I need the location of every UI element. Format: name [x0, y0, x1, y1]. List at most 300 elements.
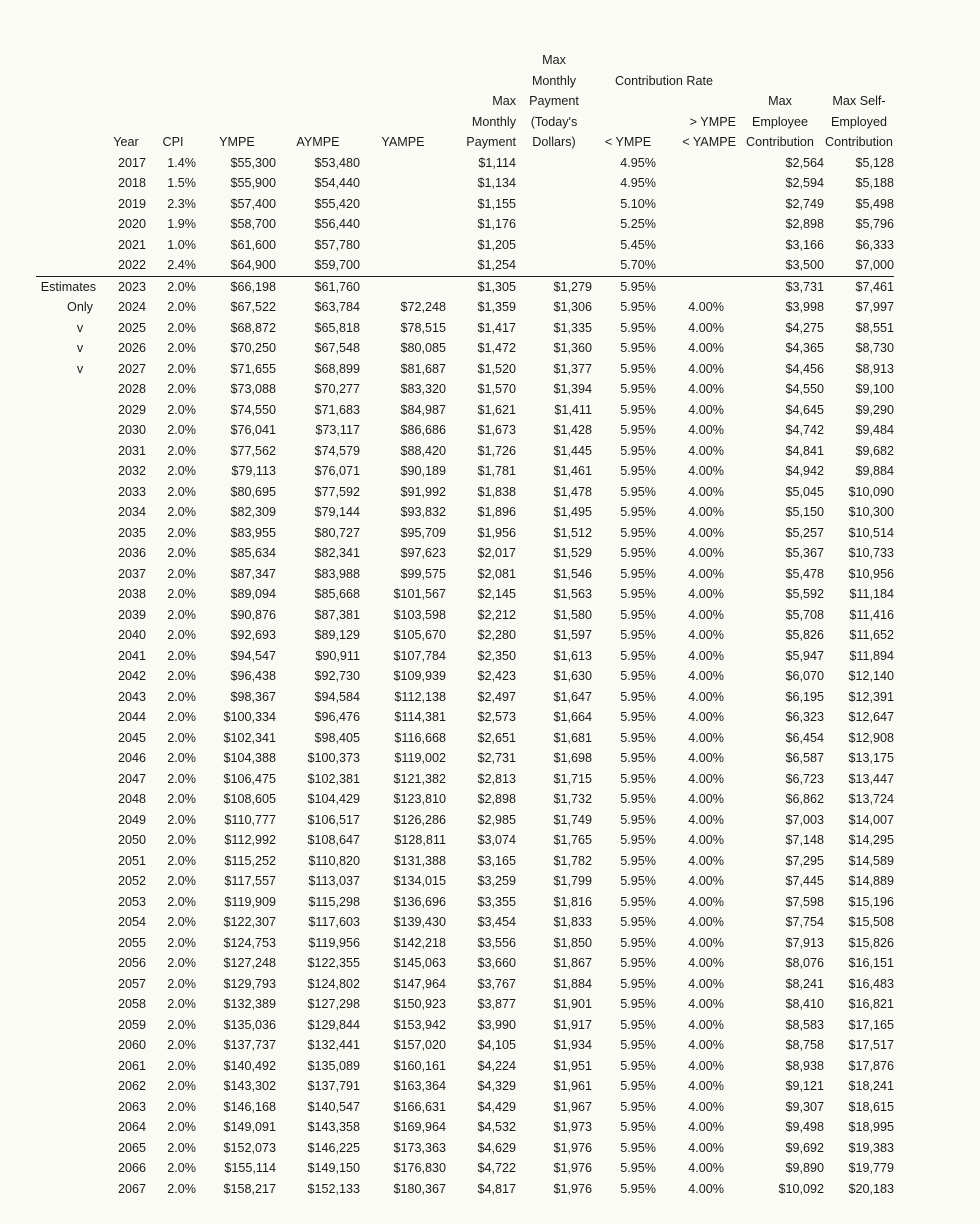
cell-rate-above-ympe: 4.00% — [688, 361, 724, 376]
cell-rate-above-ympe: 4.00% — [688, 1017, 724, 1032]
cell-year: 2054 — [117, 915, 146, 929]
cell-yampe: $109,939 — [393, 669, 446, 683]
cell-rate-below-ympe: 5.95% — [620, 1140, 656, 1155]
cell-aympe: $57,780 — [314, 237, 360, 252]
cell-max-monthly-payment-todays: $1,782 — [553, 853, 592, 868]
row-note — [36, 441, 104, 462]
cell-max-employee-contribution: $8,076 — [785, 956, 824, 970]
cell-max-employee-contribution: $6,323 — [785, 710, 824, 724]
header-max-employee-contribution: Max Employee Contribution — [746, 94, 814, 149]
table-row — [36, 707, 894, 728]
table-row — [36, 1076, 894, 1097]
cell-max-self-employed-contribution: $11,894 — [849, 648, 894, 663]
cell-rate-below-ympe: 5.95% — [592, 276, 664, 297]
cell-max-self-employed-contribution: $12,647 — [848, 710, 894, 724]
cell-yampe: $147,964 — [393, 976, 446, 991]
cell-max-monthly-payment: $3,767 — [477, 976, 516, 991]
cell-rate-above-ympe — [664, 194, 736, 215]
cell-cpi: 2.0% — [167, 730, 196, 745]
cell-max-monthly-payment-todays: $1,917 — [553, 1017, 592, 1032]
table-row — [36, 1097, 894, 1118]
cell-aympe: $79,144 — [314, 505, 360, 519]
cell-max-self-employed-contribution: $13,447 — [848, 771, 894, 786]
cell-max-employee-contribution: $9,498 — [785, 1120, 824, 1134]
cell-yampe: $116,668 — [394, 730, 446, 745]
cell-max-employee-contribution: $5,150 — [785, 505, 824, 519]
row-note — [36, 255, 104, 276]
cell-year: 2041 — [117, 648, 146, 663]
cell-aympe: $137,791 — [307, 1079, 360, 1093]
table-row — [36, 1138, 894, 1159]
cell-max-monthly-payment-todays: $1,976 — [553, 1161, 592, 1175]
cell-year: 2026 — [117, 341, 146, 355]
cell-cpi: 2.0% — [167, 792, 196, 806]
cell-rate-above-ympe: 4.00% — [688, 915, 724, 929]
cell-max-monthly-payment-todays: $1,973 — [553, 1120, 592, 1134]
cell-max-self-employed-contribution: $12,140 — [848, 669, 894, 683]
cell-max-monthly-payment: $2,350 — [477, 648, 516, 663]
cell-max-monthly-payment: $1,520 — [477, 361, 516, 376]
cell-rate-above-ympe: 4.00% — [688, 648, 724, 663]
cell-max-monthly-payment-todays: $1,884 — [553, 976, 592, 991]
table-row — [36, 728, 894, 749]
cell-max-monthly-payment: $1,956 — [477, 525, 516, 540]
cell-max-self-employed-contribution: $18,241 — [848, 1079, 894, 1093]
cell-max-monthly-payment-todays: $1,681 — [553, 730, 592, 745]
row-note — [36, 153, 104, 174]
cell-max-self-employed-contribution: $9,100 — [855, 382, 894, 396]
cell-max-monthly-payment-todays: $1,951 — [553, 1058, 592, 1073]
header-contribution-rate: Contribution Rate > YMPE < YMPE < YAMPE — [592, 50, 736, 153]
cell-aympe: $56,440 — [314, 217, 360, 231]
table-row — [36, 359, 894, 380]
table-row — [36, 1015, 894, 1036]
cell-cpi: 2.0% — [167, 976, 196, 991]
cell-aympe: $68,899 — [314, 361, 360, 376]
cell-ympe: $117,557 — [224, 874, 276, 888]
cell-ympe: $129,793 — [223, 976, 276, 991]
cell-max-monthly-payment: $4,105 — [477, 1038, 516, 1052]
cell-max-self-employed-contribution: $14,007 — [848, 812, 894, 827]
cell-ympe: $98,367 — [230, 689, 276, 704]
cell-ympe: $61,600 — [230, 237, 276, 252]
cell-aympe: $135,089 — [307, 1058, 360, 1073]
row-note — [36, 871, 104, 892]
cell-max-employee-contribution: $4,275 — [785, 320, 824, 335]
cell-max-self-employed-contribution: $10,300 — [848, 505, 894, 519]
table-row — [36, 461, 894, 482]
cell-max-employee-contribution: $3,731 — [736, 276, 824, 297]
cell-cpi: 2.4% — [167, 258, 196, 272]
cell-max-monthly-payment-todays — [516, 235, 592, 256]
cell-aympe: $63,784 — [314, 300, 360, 314]
cell-max-self-employed-contribution: $10,514 — [848, 525, 894, 540]
cell-rate-above-ympe: 4.00% — [688, 1038, 724, 1052]
table-header — [36, 50, 894, 153]
cell-aympe: $89,129 — [314, 628, 360, 642]
cell-max-monthly-payment-todays: $1,377 — [553, 361, 592, 376]
row-note — [36, 194, 104, 215]
cell-max-monthly-payment: $3,556 — [477, 935, 516, 950]
cell-yampe: $128,811 — [394, 833, 446, 847]
cell-rate-below-ympe: 5.95% — [620, 1079, 656, 1093]
cell-rate-above-ympe: 4.00% — [688, 853, 724, 868]
cell-yampe: $136,696 — [393, 894, 446, 909]
cell-yampe: $84,987 — [400, 402, 446, 417]
cell-year: 2043 — [117, 689, 146, 704]
table-row — [36, 379, 894, 400]
cell-aympe: $55,420 — [314, 196, 360, 211]
cell-max-self-employed-contribution: $13,724 — [848, 792, 894, 806]
cell-max-monthly-payment-todays: $1,961 — [553, 1079, 592, 1093]
cell-cpi: 2.0% — [167, 361, 196, 376]
cell-rate-above-ympe: 4.00% — [688, 525, 724, 540]
cell-max-monthly-payment: $2,423 — [477, 669, 516, 683]
cell-ympe: $119,909 — [224, 894, 276, 909]
cell-aympe: $54,440 — [314, 176, 360, 190]
cell-yampe: $160,161 — [393, 1058, 446, 1073]
cell-yampe — [360, 235, 446, 256]
cell-max-self-employed-contribution: $19,383 — [848, 1140, 894, 1155]
cell-max-monthly-payment-todays: $1,732 — [553, 792, 592, 806]
table-row — [36, 502, 894, 523]
table-row — [36, 953, 894, 974]
row-note: Only — [67, 300, 93, 314]
cell-yampe — [360, 153, 446, 174]
table-row — [36, 1117, 894, 1138]
cell-year: 2017 — [117, 155, 146, 170]
cell-rate-above-ympe: 4.00% — [688, 320, 724, 335]
cell-aympe: $98,405 — [314, 730, 360, 745]
cell-cpi: 2.0% — [167, 402, 196, 417]
row-note — [36, 1158, 104, 1179]
cell-max-employee-contribution: $7,754 — [785, 915, 824, 929]
cell-cpi: 2.0% — [148, 276, 198, 297]
cpp-projection-table — [36, 50, 894, 1199]
cell-ympe: $115,252 — [224, 853, 276, 868]
cell-max-monthly-payment: $2,651 — [477, 730, 516, 745]
cell-cpi: 1.9% — [167, 217, 196, 231]
cell-yampe: $103,598 — [393, 607, 446, 622]
cell-rate-below-ympe: 5.95% — [620, 300, 656, 314]
cell-max-employee-contribution: $9,307 — [785, 1099, 824, 1114]
row-note: v — [76, 341, 84, 355]
row-note — [36, 789, 104, 810]
cell-year: 2035 — [117, 525, 146, 540]
cell-yampe: $142,218 — [393, 935, 446, 950]
cell-rate-below-ympe: 5.70% — [620, 258, 656, 272]
cell-max-employee-contribution: $5,367 — [785, 546, 824, 560]
row-note — [36, 707, 104, 728]
cell-cpi: 2.0% — [167, 894, 196, 909]
cell-cpi: 1.5% — [167, 176, 196, 190]
cell-yampe: $180,367 — [393, 1181, 446, 1196]
cell-max-monthly-payment: $1,472 — [477, 341, 516, 355]
cell-rate-below-ympe: 5.95% — [620, 546, 656, 560]
cell-max-monthly-payment: $2,212 — [477, 607, 516, 622]
cell-max-self-employed-contribution: $5,128 — [855, 155, 894, 170]
cell-ympe: $66,198 — [198, 276, 276, 297]
table-row — [36, 523, 894, 544]
cell-max-self-employed-contribution: $17,517 — [848, 1038, 894, 1052]
header-max-monthly-payment-todays-dollars: Max Monthly Payment (Today's Dollars) — [529, 53, 579, 149]
cell-max-monthly-payment-todays: $1,833 — [553, 915, 592, 929]
cell-ympe: $67,522 — [230, 300, 276, 314]
cell-ympe: $79,113 — [231, 464, 276, 478]
cell-cpi: 2.0% — [167, 771, 196, 786]
cell-rate-below-ympe: 5.95% — [620, 1161, 656, 1175]
cell-max-monthly-payment: $4,429 — [477, 1099, 516, 1114]
row-note — [36, 400, 104, 421]
table-row — [36, 543, 894, 564]
header-year: Year — [113, 135, 139, 149]
cell-max-self-employed-contribution: $9,884 — [855, 464, 894, 478]
cell-rate-above-ympe: 4.00% — [688, 833, 724, 847]
cell-max-employee-contribution: $4,645 — [785, 402, 824, 417]
cell-max-employee-contribution: $7,445 — [785, 874, 824, 888]
cell-cpi: 2.0% — [167, 1140, 196, 1155]
cell-yampe: $93,832 — [400, 505, 446, 519]
cell-ympe: $82,309 — [230, 505, 276, 519]
cell-aympe: $122,355 — [307, 956, 360, 970]
cell-aympe: $59,700 — [314, 258, 360, 272]
cell-ympe: $100,334 — [223, 710, 276, 724]
cell-rate-above-ympe: 4.00% — [688, 874, 724, 888]
cell-yampe: $176,830 — [393, 1161, 446, 1175]
cell-max-employee-contribution: $4,550 — [785, 382, 824, 396]
header-lt-yampe: < YAMPE — [682, 135, 736, 149]
row-note — [36, 461, 104, 482]
cell-max-self-employed-contribution: $19,779 — [848, 1161, 894, 1175]
cell-yampe: $134,015 — [393, 874, 446, 888]
cell-rate-below-ympe: 5.95% — [620, 320, 656, 335]
cell-aympe: $115,298 — [308, 894, 360, 909]
cell-max-monthly-payment-todays: $1,630 — [553, 669, 592, 683]
cell-max-monthly-payment-todays — [516, 173, 592, 194]
cell-rate-below-ympe: 5.95% — [620, 1017, 656, 1032]
cell-max-self-employed-contribution: $5,796 — [855, 217, 894, 231]
cell-cpi: 2.0% — [167, 1161, 196, 1175]
cell-cpi: 2.0% — [167, 915, 196, 929]
cell-ympe: $137,737 — [223, 1038, 276, 1052]
cell-cpi: 2.0% — [167, 1079, 196, 1093]
cell-max-self-employed-contribution: $11,416 — [849, 607, 894, 622]
cell-cpi: 2.0% — [167, 464, 196, 478]
cell-cpi: 1.0% — [167, 237, 196, 252]
cell-max-self-employed-contribution: $10,090 — [848, 484, 894, 499]
table-row — [36, 871, 894, 892]
row-note: v — [76, 361, 84, 376]
cell-rate-above-ympe: 4.00% — [688, 976, 724, 991]
cell-max-self-employed-contribution: $9,484 — [855, 423, 894, 437]
table-row — [36, 276, 894, 297]
cell-yampe: $131,388 — [393, 853, 446, 868]
cell-max-employee-contribution: $9,692 — [785, 1140, 824, 1155]
cell-rate-above-ympe — [664, 255, 736, 276]
table-row — [36, 420, 894, 441]
cell-max-monthly-payment-todays: $1,495 — [553, 505, 592, 519]
cell-max-monthly-payment: $2,497 — [477, 689, 516, 704]
table-row — [36, 1035, 894, 1056]
cell-yampe: $83,320 — [400, 382, 446, 396]
cell-yampe — [360, 276, 446, 297]
cell-rate-above-ympe: 4.00% — [688, 997, 724, 1011]
cell-cpi: 2.0% — [167, 1038, 196, 1052]
cell-rate-above-ympe: 4.00% — [688, 382, 724, 396]
cell-max-monthly-payment: $2,081 — [477, 566, 516, 581]
row-note — [36, 1035, 104, 1056]
cell-ympe: $90,876 — [230, 607, 276, 622]
cell-aympe: $106,517 — [307, 812, 360, 827]
cell-year: 2037 — [117, 566, 146, 581]
cell-max-monthly-payment-todays: $1,580 — [553, 607, 592, 622]
cell-rate-below-ympe: 5.95% — [620, 464, 656, 478]
cell-ympe: $127,248 — [223, 956, 276, 970]
cell-max-monthly-payment-todays: $1,445 — [553, 443, 592, 458]
cell-cpi: 2.0% — [167, 648, 196, 663]
cell-cpi: 2.0% — [167, 751, 196, 765]
cell-max-monthly-payment-todays: $1,461 — [553, 464, 592, 478]
cell-max-self-employed-contribution: $10,956 — [848, 566, 894, 581]
cell-max-employee-contribution: $7,295 — [785, 853, 824, 868]
row-note — [36, 420, 104, 441]
cell-year: 2044 — [117, 710, 146, 724]
cell-max-monthly-payment-todays: $1,976 — [553, 1181, 592, 1196]
cell-yampe: $114,381 — [394, 710, 446, 724]
cell-cpi: 2.0% — [167, 935, 196, 950]
cell-aympe: $77,592 — [314, 484, 360, 499]
cell-rate-above-ympe: 4.00% — [688, 1079, 724, 1093]
cell-max-monthly-payment: $1,781 — [477, 464, 516, 478]
table-row — [36, 1056, 894, 1077]
cell-rate-below-ympe: 5.95% — [620, 484, 656, 499]
cell-year: 2036 — [117, 546, 146, 560]
cell-rate-above-ympe — [664, 235, 736, 256]
cell-max-employee-contribution: $7,913 — [785, 935, 824, 950]
row-note — [36, 687, 104, 708]
cell-max-employee-contribution: $4,456 — [785, 361, 824, 376]
cell-max-employee-contribution: $8,241 — [785, 976, 824, 991]
row-note — [36, 1056, 104, 1077]
cell-max-employee-contribution: $6,723 — [785, 771, 824, 786]
cell-rate-above-ympe: 4.00% — [688, 607, 724, 622]
cell-max-employee-contribution: $9,121 — [785, 1079, 824, 1093]
table-row — [36, 605, 894, 626]
cell-max-monthly-payment: $4,224 — [477, 1058, 516, 1073]
cell-max-monthly-payment-todays: $1,279 — [516, 276, 592, 297]
cell-rate-above-ympe: 4.00% — [688, 402, 724, 417]
cell-aympe: $110,820 — [308, 853, 360, 868]
cell-rate-below-ympe: 5.95% — [620, 812, 656, 827]
header-gt-ympe: > YMPE — [689, 114, 736, 129]
cell-aympe: $132,441 — [307, 1038, 360, 1052]
cell-cpi: 2.0% — [167, 587, 196, 601]
cell-yampe: $150,923 — [393, 997, 446, 1011]
cell-max-employee-contribution: $6,195 — [785, 689, 824, 704]
cell-max-self-employed-contribution: $15,826 — [848, 935, 894, 950]
cell-max-monthly-payment-todays: $1,360 — [553, 341, 592, 355]
cell-max-employee-contribution: $8,938 — [785, 1058, 824, 1073]
cell-max-monthly-payment: $3,074 — [477, 833, 516, 847]
cell-max-employee-contribution: $4,742 — [785, 423, 824, 437]
cell-max-monthly-payment-todays — [516, 153, 592, 174]
header-lt-ympe: < YMPE — [604, 135, 652, 149]
cell-aympe: $71,683 — [314, 402, 360, 417]
table-row — [36, 1158, 894, 1179]
cell-max-employee-contribution: $9,890 — [785, 1161, 824, 1175]
table-row — [36, 830, 894, 851]
cell-ympe: $152,073 — [223, 1140, 276, 1155]
cell-ympe: $73,088 — [230, 382, 276, 396]
cell-year: 2063 — [117, 1099, 146, 1114]
cell-aympe: $65,818 — [314, 320, 360, 335]
cell-rate-below-ympe: 5.95% — [620, 935, 656, 950]
cell-aympe: $149,150 — [307, 1161, 360, 1175]
cell-aympe: $152,133 — [307, 1181, 360, 1196]
cell-rate-above-ympe: 4.00% — [688, 505, 724, 519]
cell-ympe: $80,695 — [230, 484, 276, 499]
cell-max-monthly-payment-todays: $1,967 — [553, 1099, 592, 1114]
row-note — [36, 974, 104, 995]
cell-rate-above-ympe: 4.00% — [688, 484, 724, 499]
cell-year: 2027 — [117, 361, 146, 376]
row-note — [36, 810, 104, 831]
cell-year: 2059 — [117, 1017, 146, 1032]
cell-rate-above-ympe: 4.00% — [688, 566, 724, 581]
cell-rate-below-ympe: 5.95% — [620, 997, 656, 1011]
cell-rate-below-ympe: 5.95% — [620, 628, 656, 642]
cell-year: 2056 — [117, 956, 146, 970]
cell-rate-below-ympe: 5.95% — [620, 730, 656, 745]
cell-aympe: $85,668 — [314, 587, 360, 601]
cell-rate-below-ympe: 5.95% — [620, 689, 656, 704]
cell-rate-above-ympe: 4.00% — [688, 792, 724, 806]
cell-rate-above-ympe: 4.00% — [688, 300, 724, 314]
cell-cpi: 2.0% — [167, 525, 196, 540]
cell-max-self-employed-contribution: $7,000 — [855, 258, 894, 272]
row-note — [36, 830, 104, 851]
cell-max-monthly-payment: $3,454 — [477, 915, 516, 929]
table-row — [36, 318, 894, 339]
cell-max-employee-contribution: $5,478 — [785, 566, 824, 581]
cell-year: 2049 — [117, 812, 146, 827]
cell-year: 2029 — [117, 402, 146, 417]
cell-yampe: $91,992 — [400, 484, 446, 499]
cell-max-employee-contribution: $5,257 — [785, 525, 824, 540]
cell-max-monthly-payment: $1,417 — [477, 320, 516, 335]
cell-cpi: 2.0% — [167, 1058, 196, 1073]
cell-max-self-employed-contribution: $8,730 — [855, 341, 894, 355]
row-note — [36, 953, 104, 974]
cell-cpi: 2.0% — [167, 484, 196, 499]
table-row — [36, 769, 894, 790]
cell-yampe: $123,810 — [393, 792, 446, 806]
cell-aympe: $53,480 — [314, 155, 360, 170]
cell-aympe: $92,730 — [314, 669, 360, 683]
cell-cpi: 2.0% — [167, 997, 196, 1011]
cell-rate-above-ympe: 4.00% — [688, 341, 724, 355]
cell-rate-above-ympe: 4.00% — [688, 464, 724, 478]
cell-max-monthly-payment-todays: $1,664 — [553, 710, 592, 724]
cell-max-monthly-payment-todays: $1,529 — [553, 546, 592, 560]
cell-max-monthly-payment-todays: $1,698 — [553, 751, 592, 765]
cell-max-employee-contribution: $2,898 — [785, 217, 824, 231]
cell-max-employee-contribution: $4,942 — [785, 464, 824, 478]
cell-aympe: $70,277 — [314, 382, 360, 396]
row-note — [36, 625, 104, 646]
cell-aympe: $113,037 — [308, 874, 360, 888]
table-row — [36, 584, 894, 605]
